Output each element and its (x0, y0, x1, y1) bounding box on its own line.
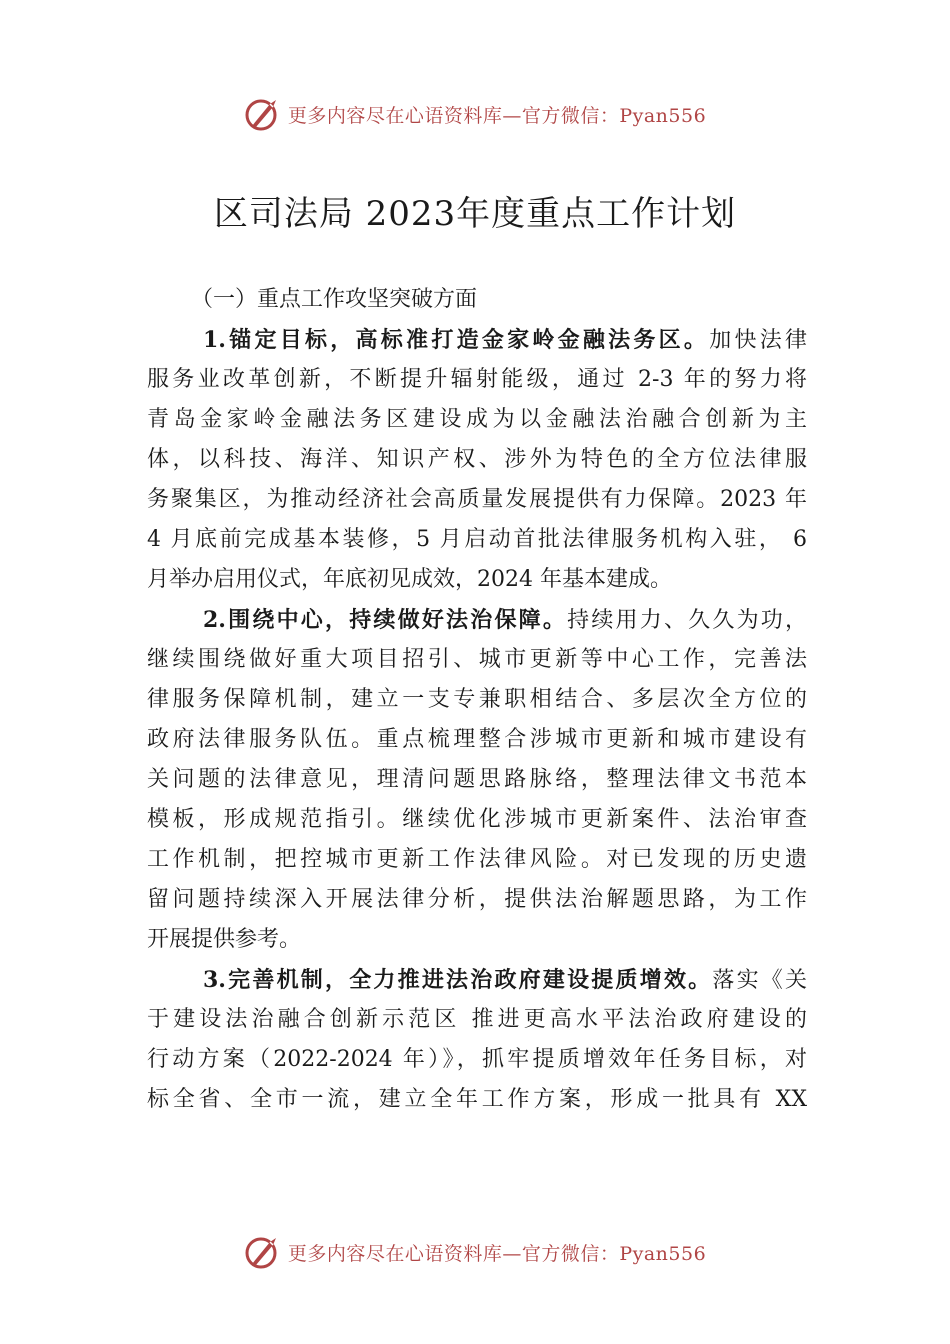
paragraph-3-line-4: 标全省、全市一流，建立全年工作方案，形成一批具有 XX (147, 1087, 807, 1112)
paragraph-3-line-1 (147, 960, 807, 1000)
paragraph-2-line-4: 政府法律服务队伍。重点梳理整合涉城市更新和城市建设有 (147, 727, 807, 752)
paragraph-1-line-2: 服务业改革创新，不断提升辐射能级，通过 2-3 年的努力将 (147, 367, 807, 392)
paragraph-1-line-4: 体，以科技、海洋、知识产权、涉外为特色的全方位法律服 (147, 447, 807, 472)
paragraph-1-line-6: 4 月底前完成基本装修，5 月启动首批法律服务机构入驻， 6 (147, 527, 807, 552)
pen-logo-icon (244, 96, 282, 132)
pen-logo-icon (244, 1234, 282, 1270)
document-body (147, 280, 807, 1120)
paragraph-2-heading: 2.围绕中心，持续做好法治保障。 (203, 607, 568, 633)
paragraph-2-line-8: 留问题持续深入开展法律分析，提供法治解题思路，为工作 (147, 887, 807, 912)
paragraph-3-heading: 3.完善机制，全力推进法治政府建设提质增效。 (203, 967, 713, 993)
watermark-text: 更多内容尽在心语资料库—官方微信：Pyan556 (287, 104, 707, 127)
paragraph-3-line-3: 行动方案（2022-2024 年）》，抓牢提质增效年任务目标，对 (147, 1047, 807, 1072)
paragraph-2-line-6: 模板，形成规范指引。继续优化涉城市更新案件、法治审查 (147, 807, 807, 832)
paragraph-1-line-5: 务聚集区，为推动经济社会高质量发展提供有力保障。2023 年 (147, 487, 807, 512)
section-heading: （一）重点工作攻坚突破方面 (191, 287, 478, 312)
watermark-top (0, 96, 950, 132)
watermark-text: 更多内容尽在心语资料库—官方微信：Pyan556 (287, 1242, 707, 1265)
paragraph-1-line-1 (147, 320, 807, 360)
paragraph-2-line-5: 关问题的法律意见，理清问题思路脉络，整理法律文书范本 (147, 767, 807, 792)
paragraph-1-heading: 1.锚定目标，高标准打造金家岭金融法务区。 (203, 327, 710, 353)
document-title: 区司法局 2023年度重点工作计划 (213, 194, 737, 234)
paragraph-3-lead: 落实《关 (712, 968, 807, 993)
paragraph-3-line-2: 于建设法治融合创新示范区 推进更高水平法治政府建设的 (147, 1007, 807, 1032)
paragraph-1-line-7: 月举办启用仪式，年底初见成效，2024 年基本建成。 (147, 567, 672, 592)
paragraph-2-line-9: 开展提供参考。 (147, 927, 302, 952)
paragraph-1-line-3: 青岛金家岭金融法务区建设成为以金融法治融合创新为主 (147, 407, 807, 432)
paragraph-2-line-2: 继续围绕做好重大项目招引、城市更新等中心工作，完善法 (147, 647, 807, 672)
paragraph-1-lead: 加快法律 (709, 328, 807, 353)
paragraph-2-line-3: 律服务保障机制，建立一支专兼职相结合、多层次全方位的 (147, 687, 807, 712)
paragraph-2-lead: 持续用力、久久为功， (567, 608, 807, 633)
paragraph-2-line-1 (147, 600, 807, 640)
watermark-bottom (0, 1234, 950, 1270)
paragraph-2-line-7: 工作机制，把控城市更新工作法律风险。对已发现的历史遗 (147, 847, 807, 872)
